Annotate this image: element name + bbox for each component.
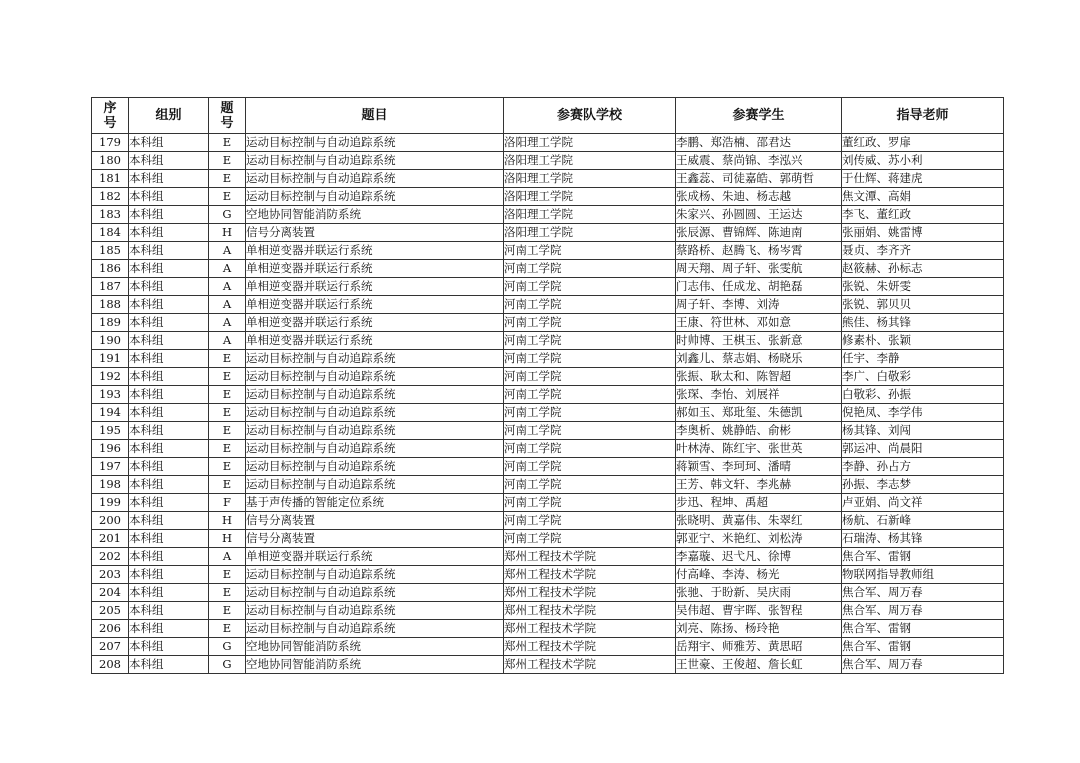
cell-group: 本科组 bbox=[129, 224, 209, 242]
table-row bbox=[92, 548, 1004, 566]
cell-title: 运动目标控制与自动追踪系统 bbox=[246, 566, 504, 584]
cell-title: 运动目标控制与自动追踪系统 bbox=[246, 440, 504, 458]
cell-title: 运动目标控制与自动追踪系统 bbox=[246, 476, 504, 494]
cell-students: 吴伟超、曹宇晖、张智程 bbox=[676, 602, 842, 620]
cell-problem: E bbox=[209, 152, 246, 170]
cell-title: 单相逆变器并联运行系统 bbox=[246, 314, 504, 332]
table-row bbox=[92, 404, 1004, 422]
table-row bbox=[92, 278, 1004, 296]
cell-title: 运动目标控制与自动追踪系统 bbox=[246, 620, 504, 638]
cell-number: 193 bbox=[92, 386, 129, 404]
cell-title: 信号分离装置 bbox=[246, 224, 504, 242]
cell-advisors: 焦合军、周万春 bbox=[842, 656, 1004, 674]
cell-number: 181 bbox=[92, 170, 129, 188]
cell-advisors: 杨航、石新峰 bbox=[842, 512, 1004, 530]
cell-advisors: 焦合军、雷钢 bbox=[842, 548, 1004, 566]
cell-problem: E bbox=[209, 386, 246, 404]
header-problem-line1: 题 bbox=[220, 100, 234, 116]
table-row bbox=[92, 242, 1004, 260]
cell-students: 张晓明、黄嘉伟、朱翠红 bbox=[676, 512, 842, 530]
cell-students: 蔡路桥、赵腾飞、杨岑霄 bbox=[676, 242, 842, 260]
table-header bbox=[92, 98, 1004, 134]
cell-advisors: 焦合军、周万春 bbox=[842, 584, 1004, 602]
cell-title: 单相逆变器并联运行系统 bbox=[246, 548, 504, 566]
cell-advisors: 倪艳凤、李学伟 bbox=[842, 404, 1004, 422]
table-row bbox=[92, 296, 1004, 314]
cell-advisors: 李广、白敬彩 bbox=[842, 368, 1004, 386]
cell-school: 河南工学院 bbox=[504, 314, 676, 332]
table-row bbox=[92, 440, 1004, 458]
cell-problem: E bbox=[209, 440, 246, 458]
cell-advisors: 李静、孙占方 bbox=[842, 458, 1004, 476]
cell-group: 本科组 bbox=[129, 566, 209, 584]
cell-problem: A bbox=[209, 296, 246, 314]
cell-students: 王康、符世林、邓如意 bbox=[676, 314, 842, 332]
cell-group: 本科组 bbox=[129, 530, 209, 548]
cell-number: 205 bbox=[92, 602, 129, 620]
cell-students: 周天翔、周子轩、张雯航 bbox=[676, 260, 842, 278]
cell-number: 191 bbox=[92, 350, 129, 368]
cell-school: 河南工学院 bbox=[504, 494, 676, 512]
cell-number: 194 bbox=[92, 404, 129, 422]
table-row bbox=[92, 422, 1004, 440]
cell-school: 洛阳理工学院 bbox=[504, 206, 676, 224]
cell-number: 190 bbox=[92, 332, 129, 350]
cell-advisors: 修素朴、张颖 bbox=[842, 332, 1004, 350]
cell-group: 本科组 bbox=[129, 584, 209, 602]
cell-students: 李奥析、姚静皓、俞彬 bbox=[676, 422, 842, 440]
cell-students: 张驰、于盼新、吴庆雨 bbox=[676, 584, 842, 602]
cell-advisors: 杨其锋、刘闯 bbox=[842, 422, 1004, 440]
table-row bbox=[92, 476, 1004, 494]
cell-title: 运动目标控制与自动追踪系统 bbox=[246, 404, 504, 422]
cell-school: 河南工学院 bbox=[504, 458, 676, 476]
cell-school: 郑州工程技术学院 bbox=[504, 602, 676, 620]
cell-group: 本科组 bbox=[129, 602, 209, 620]
cell-group: 本科组 bbox=[129, 314, 209, 332]
table-row bbox=[92, 512, 1004, 530]
cell-school: 河南工学院 bbox=[504, 368, 676, 386]
cell-problem: E bbox=[209, 368, 246, 386]
header-number bbox=[92, 98, 129, 134]
cell-students: 时帅博、王棋玉、张新意 bbox=[676, 332, 842, 350]
cell-group: 本科组 bbox=[129, 296, 209, 314]
cell-title: 单相逆变器并联运行系统 bbox=[246, 332, 504, 350]
cell-number: 195 bbox=[92, 422, 129, 440]
cell-title: 运动目标控制与自动追踪系统 bbox=[246, 458, 504, 476]
cell-number: 182 bbox=[92, 188, 129, 206]
cell-school: 郑州工程技术学院 bbox=[504, 656, 676, 674]
table-row bbox=[92, 350, 1004, 368]
cell-advisors: 赵筱赫、孙标志 bbox=[842, 260, 1004, 278]
cell-title: 单相逆变器并联运行系统 bbox=[246, 260, 504, 278]
cell-problem: E bbox=[209, 404, 246, 422]
cell-title: 单相逆变器并联运行系统 bbox=[246, 296, 504, 314]
cell-number: 200 bbox=[92, 512, 129, 530]
cell-group: 本科组 bbox=[129, 332, 209, 350]
cell-number: 179 bbox=[92, 134, 129, 152]
cell-group: 本科组 bbox=[129, 188, 209, 206]
cell-students: 叶林涛、陈红宇、张世英 bbox=[676, 440, 842, 458]
cell-students: 周子轩、李博、刘涛 bbox=[676, 296, 842, 314]
table-row bbox=[92, 170, 1004, 188]
cell-advisors: 聂贞、李齐齐 bbox=[842, 242, 1004, 260]
cell-title: 运动目标控制与自动追踪系统 bbox=[246, 134, 504, 152]
cell-school: 洛阳理工学院 bbox=[504, 152, 676, 170]
cell-title: 单相逆变器并联运行系统 bbox=[246, 242, 504, 260]
cell-group: 本科组 bbox=[129, 476, 209, 494]
cell-advisors: 任宇、李静 bbox=[842, 350, 1004, 368]
cell-problem: E bbox=[209, 170, 246, 188]
cell-school: 河南工学院 bbox=[504, 512, 676, 530]
cell-advisors: 物联网指导教师组 bbox=[842, 566, 1004, 584]
cell-group: 本科组 bbox=[129, 620, 209, 638]
cell-students: 岳翔宇、师雅芳、黄思昭 bbox=[676, 638, 842, 656]
cell-problem: E bbox=[209, 422, 246, 440]
table-row bbox=[92, 638, 1004, 656]
cell-advisors: 李飞、董红政 bbox=[842, 206, 1004, 224]
cell-students: 张琛、李怡、刘展祥 bbox=[676, 386, 842, 404]
table-row bbox=[92, 656, 1004, 674]
cell-problem: E bbox=[209, 188, 246, 206]
cell-school: 河南工学院 bbox=[504, 422, 676, 440]
cell-advisors: 张锐、郭贝贝 bbox=[842, 296, 1004, 314]
cell-problem: F bbox=[209, 494, 246, 512]
cell-students: 王世豪、王俊超、詹长虹 bbox=[676, 656, 842, 674]
cell-group: 本科组 bbox=[129, 386, 209, 404]
cell-advisors: 卢亚娟、尚文祥 bbox=[842, 494, 1004, 512]
table-row bbox=[92, 188, 1004, 206]
cell-problem: E bbox=[209, 566, 246, 584]
cell-group: 本科组 bbox=[129, 350, 209, 368]
cell-group: 本科组 bbox=[129, 494, 209, 512]
cell-students: 门志伟、任成龙、胡艳磊 bbox=[676, 278, 842, 296]
header-problem-line2: 号 bbox=[220, 115, 234, 131]
cell-group: 本科组 bbox=[129, 134, 209, 152]
cell-group: 本科组 bbox=[129, 206, 209, 224]
cell-number: 202 bbox=[92, 548, 129, 566]
cell-school: 河南工学院 bbox=[504, 278, 676, 296]
header-advisors: 指导老师 bbox=[842, 98, 1004, 134]
cell-group: 本科组 bbox=[129, 260, 209, 278]
cell-number: 196 bbox=[92, 440, 129, 458]
table-row bbox=[92, 368, 1004, 386]
table-row bbox=[92, 314, 1004, 332]
cell-students: 李鹏、郑浩楠、邵君达 bbox=[676, 134, 842, 152]
header-row bbox=[92, 98, 1004, 134]
cell-number: 189 bbox=[92, 314, 129, 332]
header-problem bbox=[209, 98, 246, 134]
cell-students: 王芳、韩文轩、李兆赫 bbox=[676, 476, 842, 494]
cell-school: 郑州工程技术学院 bbox=[504, 620, 676, 638]
cell-title: 运动目标控制与自动追踪系统 bbox=[246, 152, 504, 170]
cell-problem: A bbox=[209, 242, 246, 260]
cell-advisors: 郭运冲、尚晨阳 bbox=[842, 440, 1004, 458]
cell-school: 郑州工程技术学院 bbox=[504, 566, 676, 584]
cell-group: 本科组 bbox=[129, 656, 209, 674]
cell-problem: H bbox=[209, 224, 246, 242]
cell-problem: E bbox=[209, 458, 246, 476]
header-title: 题目 bbox=[246, 98, 504, 134]
cell-students: 张成杨、朱迪、杨志越 bbox=[676, 188, 842, 206]
cell-school: 河南工学院 bbox=[504, 386, 676, 404]
cell-number: 180 bbox=[92, 152, 129, 170]
cell-number: 207 bbox=[92, 638, 129, 656]
cell-school: 洛阳理工学院 bbox=[504, 224, 676, 242]
cell-title: 运动目标控制与自动追踪系统 bbox=[246, 188, 504, 206]
cell-school: 河南工学院 bbox=[504, 296, 676, 314]
header-students: 参赛学生 bbox=[676, 98, 842, 134]
cell-group: 本科组 bbox=[129, 278, 209, 296]
cell-title: 运动目标控制与自动追踪系统 bbox=[246, 350, 504, 368]
cell-group: 本科组 bbox=[129, 368, 209, 386]
cell-number: 208 bbox=[92, 656, 129, 674]
cell-problem: H bbox=[209, 530, 246, 548]
cell-problem: E bbox=[209, 584, 246, 602]
cell-group: 本科组 bbox=[129, 152, 209, 170]
cell-advisors: 焦合军、周万春 bbox=[842, 602, 1004, 620]
cell-number: 188 bbox=[92, 296, 129, 314]
cell-title: 运动目标控制与自动追踪系统 bbox=[246, 584, 504, 602]
cell-school: 河南工学院 bbox=[504, 476, 676, 494]
cell-problem: A bbox=[209, 548, 246, 566]
cell-school: 郑州工程技术学院 bbox=[504, 548, 676, 566]
cell-number: 203 bbox=[92, 566, 129, 584]
cell-advisors: 熊佳、杨其锋 bbox=[842, 314, 1004, 332]
cell-students: 李嘉璇、迟弋凡、徐博 bbox=[676, 548, 842, 566]
cell-students: 郝如玉、郑玭玺、朱德凯 bbox=[676, 404, 842, 422]
cell-title: 运动目标控制与自动追踪系统 bbox=[246, 386, 504, 404]
awards-table bbox=[91, 97, 1004, 674]
cell-students: 付高峰、李涛、杨光 bbox=[676, 566, 842, 584]
cell-school: 郑州工程技术学院 bbox=[504, 638, 676, 656]
table-row bbox=[92, 458, 1004, 476]
cell-group: 本科组 bbox=[129, 242, 209, 260]
cell-number: 186 bbox=[92, 260, 129, 278]
cell-title: 单相逆变器并联运行系统 bbox=[246, 278, 504, 296]
cell-advisors: 焦文潭、高娟 bbox=[842, 188, 1004, 206]
cell-students: 王鑫蕊、司徒嘉皓、郭萌哲 bbox=[676, 170, 842, 188]
cell-title: 空地协同智能消防系统 bbox=[246, 206, 504, 224]
cell-title: 运动目标控制与自动追踪系统 bbox=[246, 422, 504, 440]
cell-problem: A bbox=[209, 260, 246, 278]
cell-number: 183 bbox=[92, 206, 129, 224]
table-row bbox=[92, 494, 1004, 512]
cell-school: 河南工学院 bbox=[504, 260, 676, 278]
cell-number: 197 bbox=[92, 458, 129, 476]
cell-school: 洛阳理工学院 bbox=[504, 188, 676, 206]
cell-number: 192 bbox=[92, 368, 129, 386]
cell-group: 本科组 bbox=[129, 440, 209, 458]
cell-problem: E bbox=[209, 134, 246, 152]
cell-students: 张振、耿太和、陈智超 bbox=[676, 368, 842, 386]
cell-title: 信号分离装置 bbox=[246, 512, 504, 530]
cell-number: 204 bbox=[92, 584, 129, 602]
cell-number: 184 bbox=[92, 224, 129, 242]
cell-school: 郑州工程技术学院 bbox=[504, 584, 676, 602]
table-row bbox=[92, 584, 1004, 602]
cell-title: 基于声传播的智能定位系统 bbox=[246, 494, 504, 512]
cell-number: 198 bbox=[92, 476, 129, 494]
cell-school: 河南工学院 bbox=[504, 332, 676, 350]
cell-title: 空地协同智能消防系统 bbox=[246, 656, 504, 674]
table-row bbox=[92, 602, 1004, 620]
cell-school: 河南工学院 bbox=[504, 440, 676, 458]
cell-school: 河南工学院 bbox=[504, 350, 676, 368]
table-row bbox=[92, 152, 1004, 170]
cell-advisors: 董红政、罗扉 bbox=[842, 134, 1004, 152]
cell-group: 本科组 bbox=[129, 512, 209, 530]
cell-group: 本科组 bbox=[129, 422, 209, 440]
cell-students: 刘鑫儿、蔡志娟、杨晓乐 bbox=[676, 350, 842, 368]
cell-advisors: 张丽娟、姚雷博 bbox=[842, 224, 1004, 242]
cell-group: 本科组 bbox=[129, 548, 209, 566]
cell-group: 本科组 bbox=[129, 170, 209, 188]
cell-problem: A bbox=[209, 314, 246, 332]
header-number-line2: 号 bbox=[103, 115, 117, 131]
cell-problem: E bbox=[209, 602, 246, 620]
table-row bbox=[92, 620, 1004, 638]
cell-advisors: 刘传威、苏小利 bbox=[842, 152, 1004, 170]
cell-number: 201 bbox=[92, 530, 129, 548]
cell-advisors: 孙振、李志梦 bbox=[842, 476, 1004, 494]
cell-problem: G bbox=[209, 206, 246, 224]
cell-school: 河南工学院 bbox=[504, 404, 676, 422]
cell-group: 本科组 bbox=[129, 404, 209, 422]
cell-students: 张辰源、曹锦辉、陈迪南 bbox=[676, 224, 842, 242]
cell-advisors: 张锐、朱妍雯 bbox=[842, 278, 1004, 296]
cell-title: 运动目标控制与自动追踪系统 bbox=[246, 368, 504, 386]
cell-title: 运动目标控制与自动追踪系统 bbox=[246, 170, 504, 188]
cell-group: 本科组 bbox=[129, 638, 209, 656]
table-row bbox=[92, 386, 1004, 404]
cell-students: 蒋颖雪、李珂珂、潘晴 bbox=[676, 458, 842, 476]
cell-number: 206 bbox=[92, 620, 129, 638]
cell-title: 信号分离装置 bbox=[246, 530, 504, 548]
table-row bbox=[92, 134, 1004, 152]
cell-students: 朱家兴、孙圆圆、王运达 bbox=[676, 206, 842, 224]
table-row bbox=[92, 224, 1004, 242]
cell-problem: E bbox=[209, 476, 246, 494]
cell-students: 刘亮、陈扬、杨玲艳 bbox=[676, 620, 842, 638]
cell-title: 运动目标控制与自动追踪系统 bbox=[246, 602, 504, 620]
cell-students: 王威震、蔡尚锦、李泓兴 bbox=[676, 152, 842, 170]
cell-problem: E bbox=[209, 620, 246, 638]
cell-title: 空地协同智能消防系统 bbox=[246, 638, 504, 656]
cell-problem: G bbox=[209, 638, 246, 656]
cell-school: 洛阳理工学院 bbox=[504, 134, 676, 152]
cell-school: 河南工学院 bbox=[504, 242, 676, 260]
cell-problem: E bbox=[209, 350, 246, 368]
cell-advisors: 焦合军、雷钢 bbox=[842, 638, 1004, 656]
cell-school: 河南工学院 bbox=[504, 530, 676, 548]
cell-problem: H bbox=[209, 512, 246, 530]
cell-students: 郭亚宁、米艳红、刘松涛 bbox=[676, 530, 842, 548]
cell-school: 洛阳理工学院 bbox=[504, 170, 676, 188]
cell-number: 185 bbox=[92, 242, 129, 260]
cell-students: 步迅、程坤、禹超 bbox=[676, 494, 842, 512]
table-row bbox=[92, 530, 1004, 548]
cell-number: 187 bbox=[92, 278, 129, 296]
table-row bbox=[92, 332, 1004, 350]
cell-advisors: 石瑞涛、杨其锋 bbox=[842, 530, 1004, 548]
cell-problem: A bbox=[209, 278, 246, 296]
cell-number: 199 bbox=[92, 494, 129, 512]
cell-advisors: 白敬彩、孙振 bbox=[842, 386, 1004, 404]
cell-advisors: 于仕辉、蒋建虎 bbox=[842, 170, 1004, 188]
table-row bbox=[92, 260, 1004, 278]
table-row bbox=[92, 206, 1004, 224]
table-row bbox=[92, 566, 1004, 584]
cell-problem: A bbox=[209, 332, 246, 350]
cell-problem: G bbox=[209, 656, 246, 674]
header-number-line1: 序 bbox=[103, 100, 117, 116]
header-group: 组别 bbox=[129, 98, 209, 134]
cell-advisors: 焦合军、雷钢 bbox=[842, 620, 1004, 638]
header-school: 参赛队学校 bbox=[504, 98, 676, 134]
cell-group: 本科组 bbox=[129, 458, 209, 476]
table-body bbox=[92, 134, 1004, 674]
